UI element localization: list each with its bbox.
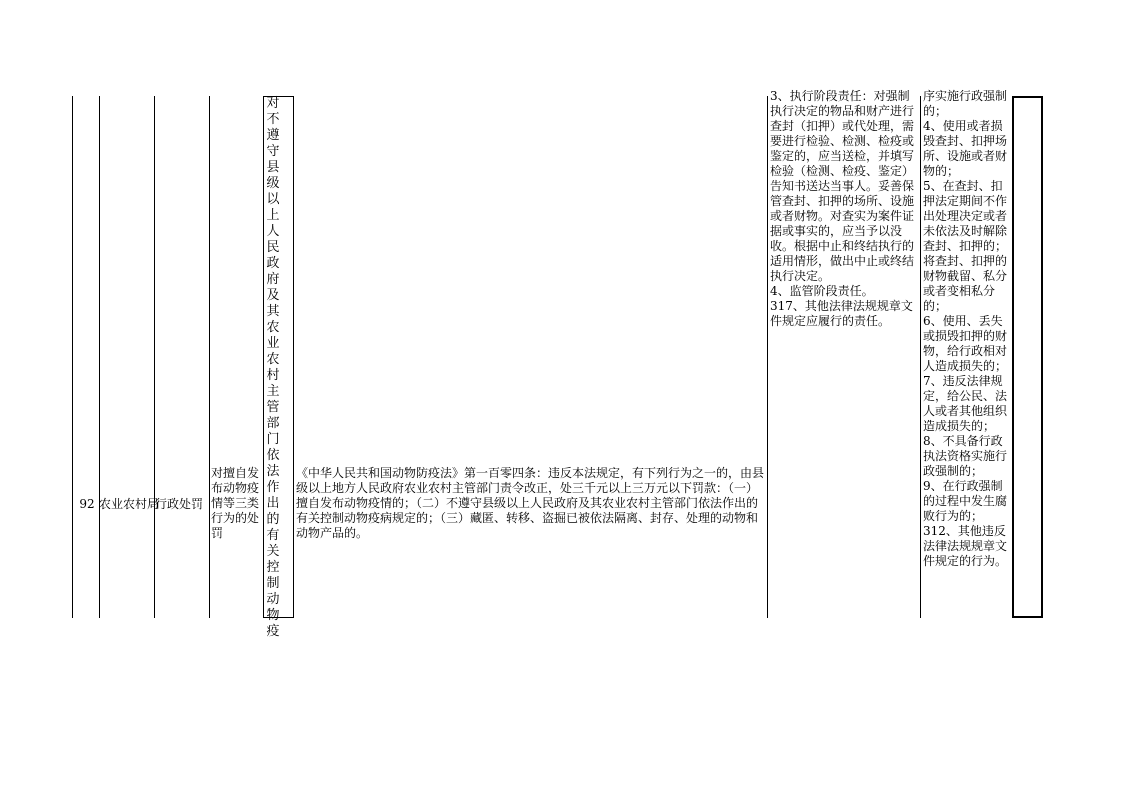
legal-basis-cell: 《中华人民共和国动物防疫法》第一百零四条：违反本法规定，有下列行为之一的，由县级以上地方人民政府农业农村主管部门责令改正，处三千元以上三万元以下罚款：（一）擅自发布动物疫情的；（二）不遵守县级以上人民政府及其农业农村主管部门依法作出的有关控制动物疫病规定的；（三）藏匿、转移、盗掘已被依法隔离、封存、处理的动物和动物产品的。 (296, 466, 765, 540)
remarks-cell-bottom-border (1012, 616, 1043, 618)
column-border-6 (293, 96, 294, 618)
column-border-4 (209, 96, 210, 618)
vertical-text-cell: 对不遵守县级以上人民政府及其农业农村主管部门依法作出的有关控制动物疫 (266, 96, 280, 639)
column-border-3 (154, 96, 155, 618)
row-number-cell: 92 (79, 497, 95, 511)
column-border-8 (920, 96, 921, 618)
column-border-5 (263, 96, 264, 618)
column-border-2 (99, 96, 100, 618)
remarks-cell-top-border (1012, 96, 1043, 98)
column-border-10 (1041, 96, 1043, 618)
column-border-9 (1012, 96, 1014, 618)
column-border-1 (72, 96, 73, 618)
department-cell: 农业农村局 (99, 497, 160, 511)
accountability-cell: 序实施行政强制的； 4、使用或者损毁查封、扣押场所、设施或者财物的； 5、在查封、扣押法定期间不作出处理决定或者未依法及时解除查封、扣押的； 将查封、扣押的财物截留、私分或者变相私分的； 6、使用、丢失或损毁扣押的财物，给行政相对人造成损失的； 7、违反法律规定，给公民、法人或者其他组织造成损失的； 8、不具备行政执法资格实施行政强制的； 9、在行政强制的过程中发生腐败行为的； 312、其他违反法律法规规章文件规定的行为。 (923, 89, 1008, 568)
column-border-7 (767, 96, 768, 618)
item-name-cell: 对擅自发布动物疫情等三类行为的处罚 (211, 466, 260, 540)
responsibility-cell: 3、执行阶段责任：对强制执行决定的物品和财产进行查封（扣押）或代处理，需要进行检验、检测、检疫或鉴定的，应当送检，并填写检验（检测、检疫、鉴定）告知书送达当事人。妥善保管查封、扣押的场所、设施或者财物。对查实为案件证据或事实的，应当予以没收。根据中止和终结执行的适用情形，做出中止或终结执行决定。 4、监管阶段责任。 317、其他法律法规规章文件规定应履行的责任。 (770, 89, 915, 328)
category-cell: 行政处罚 (155, 497, 204, 511)
